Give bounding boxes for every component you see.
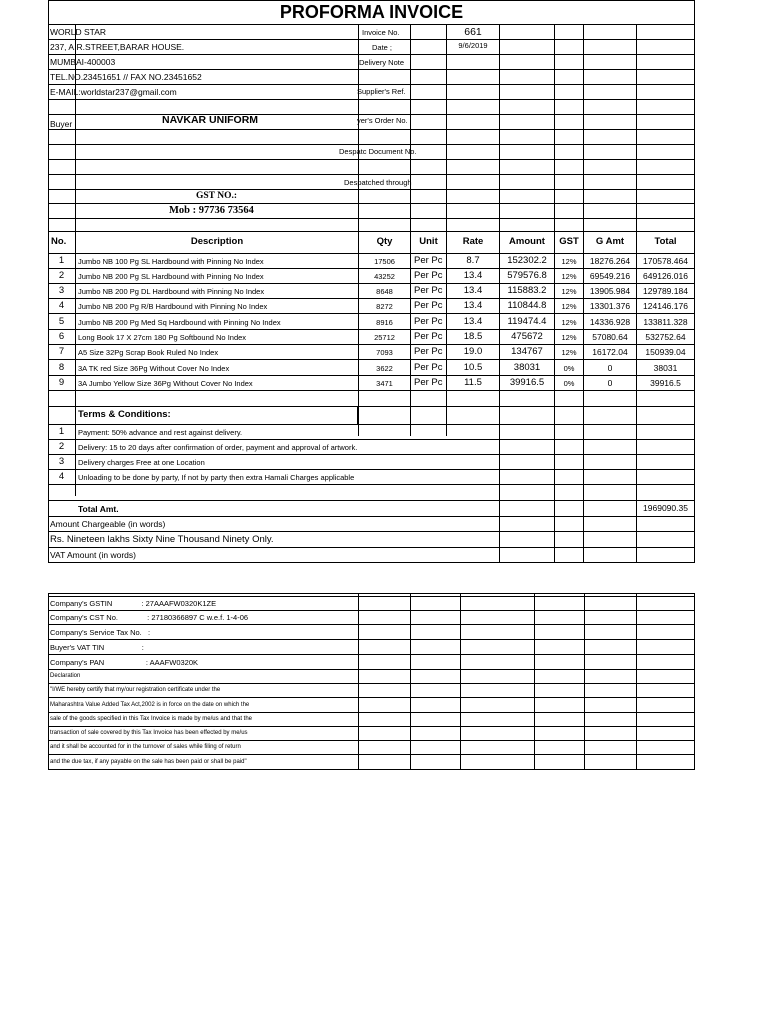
- grid-line: [48, 639, 695, 640]
- col-header-no: No.: [51, 236, 67, 247]
- grid-line: [48, 390, 695, 391]
- item-g-amt: 14336.928: [589, 317, 631, 327]
- grid-line: [48, 84, 695, 85]
- amount-chargeable-label: Amount Chargeable (in words): [50, 519, 166, 529]
- grid-line: [48, 726, 695, 727]
- company-cst: Company's CST No. : 27180366897 C w.e.f. 1-4-06: [50, 613, 249, 622]
- grid-line: [48, 344, 695, 345]
- grid-line: [48, 454, 695, 455]
- grid-line: [48, 189, 695, 190]
- despatched-through-label: Despatched through: [344, 178, 412, 187]
- item-amount: 579576.8: [507, 270, 547, 281]
- company-service-tax: Company's Service Tax No. :: [50, 628, 151, 637]
- seller-address-2: MUMBAI-400003: [50, 57, 116, 67]
- term-no: 1: [58, 426, 65, 437]
- item-description: 3A Jumbo Yellow Size 36Pg Without Cover No Index: [78, 379, 253, 388]
- item-rate: 19.0: [463, 346, 483, 357]
- grid-line: [48, 375, 695, 376]
- item-unit: Per Pc: [414, 255, 443, 266]
- buyers-order-label: yer's Order No.: [357, 116, 408, 125]
- grid-line: [48, 624, 695, 625]
- item-qty: 8272: [376, 302, 393, 311]
- col-header-rate: Rate: [462, 236, 484, 247]
- grid-line: [48, 329, 695, 330]
- item-total: 150939.04: [645, 347, 686, 357]
- item-amount: 115883.2: [507, 285, 547, 296]
- item-total: 124146.176: [643, 301, 688, 311]
- term-text: Payment: 50% advance and rest against delivery.: [78, 428, 243, 437]
- term-text: Delivery: 15 to 20 days after confirmation of order, payment and approval of artwork.: [78, 443, 358, 452]
- grid-line: [48, 562, 695, 563]
- grid-line: [48, 439, 695, 440]
- grid-line: [48, 253, 695, 254]
- invoice-no-label: Invoice No.: [362, 28, 400, 37]
- item-amount: 475672: [511, 331, 543, 342]
- company-pan: Company's PAN : AAAFW0320K: [50, 658, 199, 667]
- item-unit: Per Pc: [414, 331, 443, 342]
- item-no: 4: [58, 300, 65, 311]
- term-text: Unloading to be done by party, If not by party then extra Hamali Charges applicable: [78, 473, 355, 482]
- grid-line: [48, 359, 695, 360]
- item-no: 2: [58, 270, 65, 281]
- item-total: 532752.64: [645, 332, 686, 342]
- term-no: 4: [58, 471, 65, 482]
- item-no: 1: [58, 255, 65, 266]
- item-no: 5: [58, 316, 65, 327]
- declaration-line: sale of the goods specified in this Tax Invoice is made by me/us and that the: [50, 716, 253, 722]
- grid-line: [48, 610, 695, 611]
- suppliers-ref-label: Supplier's Ref.: [357, 87, 406, 96]
- grid-line: [48, 69, 695, 70]
- col-header-gst: GST: [559, 236, 579, 247]
- item-g-amt: 69549.216: [589, 271, 631, 281]
- item-g-amt: 13905.984: [589, 286, 631, 296]
- seller-name: WORLD STAR: [50, 27, 107, 37]
- col-header-total: Total: [654, 236, 677, 247]
- grid-line: [48, 740, 695, 741]
- item-amount: 110844.8: [507, 300, 547, 311]
- buyer-label: Buyer: [50, 119, 73, 129]
- buyer-mobile: Mob : 97736 73564: [169, 205, 254, 216]
- grid-line: [48, 593, 49, 770]
- item-unit: Per Pc: [414, 362, 443, 373]
- grid-line: [636, 593, 637, 770]
- grid-line: [460, 593, 461, 770]
- item-description: Jumbo NB 200 Pg SL Hardbound with Pinning No Index: [78, 272, 264, 281]
- item-g-amt: 57080.64: [592, 332, 628, 342]
- item-gst: 12%: [561, 333, 577, 342]
- grid-line: [48, 54, 695, 55]
- total-value: 1969090.35: [643, 503, 688, 513]
- item-unit: Per Pc: [414, 270, 443, 281]
- despatch-document-label: Despatc Document No.: [339, 147, 417, 156]
- col-header-unit: Unit: [419, 236, 438, 247]
- item-total: 133811.328: [643, 317, 688, 327]
- grid-line: [48, 469, 695, 470]
- item-total: 170578.464: [643, 256, 688, 266]
- item-gst: 12%: [561, 302, 577, 311]
- grid-line: [584, 593, 585, 770]
- grid-line: [48, 24, 695, 25]
- grid-line: [48, 697, 695, 698]
- item-g-amt: 13301.376: [589, 301, 631, 311]
- item-gst: 0%: [563, 364, 575, 373]
- item-no: 9: [58, 377, 65, 388]
- date-label: Date ;: [372, 43, 393, 52]
- item-description: Jumbo NB 200 Pg Med Sq Hardbound with Pinning No Index: [78, 318, 281, 327]
- item-qty: 3622: [376, 364, 393, 373]
- grid-line: [48, 218, 695, 219]
- item-unit: Per Pc: [414, 346, 443, 357]
- item-amount: 39916.5: [509, 377, 545, 388]
- seller-tel-fax: TEL.NO.23451651 // FAX NO.23451652: [50, 72, 202, 82]
- declaration-line: and the due tax, if any payable on the sale has been paid or shall be paid": [50, 759, 247, 765]
- item-amount: 38031: [513, 362, 541, 373]
- grid-line: [48, 313, 695, 314]
- grid-line: [48, 298, 695, 299]
- vat-amount-label: VAT Amount (in words): [50, 550, 136, 560]
- buyer-gst: GST NO.:: [196, 191, 238, 201]
- item-g-amt: 0: [607, 363, 613, 373]
- item-qty: 7093: [376, 348, 393, 357]
- terms-heading: Terms & Conditions:: [78, 409, 171, 420]
- item-amount: 119474.4: [507, 316, 547, 327]
- grid-line: [48, 754, 695, 755]
- item-total: 39916.5: [650, 378, 681, 388]
- item-g-amt: 18276.264: [589, 256, 631, 266]
- grid-line: [358, 593, 359, 770]
- item-amount: 134767: [511, 346, 543, 357]
- buyer-vat-tin: Buyer's VAT TIN :: [50, 643, 144, 652]
- seller-email: E-MAIL:worldstar237@gmail.com: [50, 87, 177, 97]
- document-title: PROFORMA INVOICE: [279, 2, 464, 22]
- declaration-line: "I/WE hereby certify that my/our registration certificate under the: [50, 687, 221, 693]
- grid-line: [48, 593, 695, 594]
- item-amount: 152302.2: [507, 255, 547, 266]
- item-gst: 12%: [561, 318, 577, 327]
- item-rate: 18.5: [463, 331, 483, 342]
- grid-line: [48, 129, 695, 130]
- declaration-line: transaction of sale covered by this Tax Invoice has been effected by me/us: [50, 730, 248, 736]
- item-description: A5 Size 32Pg Scrap Book Ruled No Index: [78, 348, 219, 357]
- item-qty: 8648: [376, 287, 393, 296]
- grid-line: [48, 654, 695, 655]
- item-rate: 13.4: [463, 270, 483, 281]
- item-g-amt: 0: [607, 378, 613, 388]
- item-qty: 25712: [374, 333, 395, 342]
- declaration-label: Declaration: [50, 673, 81, 679]
- grid-line: [48, 500, 695, 501]
- item-description: Jumbo NB 200 Pg DL Hardbound with Pinning No Index: [78, 287, 265, 296]
- item-total: 38031: [653, 363, 678, 373]
- grid-line: [48, 159, 695, 160]
- grid-line: [48, 769, 695, 770]
- grid-line: [48, 283, 695, 284]
- item-description: Jumbo NB 100 Pg SL Hardbound with Pinning No Index: [78, 257, 264, 266]
- item-no: 8: [58, 362, 65, 373]
- grid-line: [48, 99, 695, 100]
- item-rate: 13.4: [463, 300, 483, 311]
- buyer-name: NAVKAR UNIFORM: [162, 114, 259, 126]
- item-rate: 13.4: [463, 316, 483, 327]
- item-unit: Per Pc: [414, 285, 443, 296]
- grid-line: [534, 593, 535, 770]
- term-text: Delivery charges Free at one Location: [78, 458, 205, 467]
- grid-line: [48, 669, 695, 670]
- grid-line: [48, 144, 695, 145]
- item-qty: 8916: [376, 318, 393, 327]
- grid-line: [48, 174, 695, 175]
- invoice-no-value: 661: [464, 26, 482, 38]
- grid-line: [410, 593, 411, 770]
- item-qty: 43252: [374, 272, 395, 281]
- item-description: Jumbo NB 200 Pg R/B Hardbound with Pinning No Index: [78, 302, 268, 311]
- grid-line: [48, 712, 695, 713]
- item-qty: 3471: [376, 379, 393, 388]
- declaration-line: and it shall be accounted for in the turnover of sales while filing of return: [50, 744, 241, 750]
- item-g-amt: 16172.04: [592, 347, 628, 357]
- item-gst: 12%: [561, 287, 577, 296]
- item-total: 129789.184: [643, 286, 688, 296]
- company-gstin: Company's GSTIN : 27AAAFW0320K1ZE: [50, 599, 217, 608]
- grid-line: [48, 596, 695, 597]
- delivery-note-label: Delivery Note: [359, 58, 405, 67]
- grid-line: [48, 203, 695, 204]
- item-gst: 12%: [561, 257, 577, 266]
- item-rate: 10.5: [463, 362, 483, 373]
- item-rate: 8.7: [466, 255, 480, 266]
- item-description: 3A TK red Size 36Pg Without Cover No Index: [78, 364, 230, 373]
- grid-line: [48, 231, 695, 232]
- total-label: Total Amt.: [78, 504, 119, 514]
- grid-line: [48, 39, 695, 40]
- seller-address-1: 237, A.R.STREET,BARAR HOUSE.: [50, 42, 185, 52]
- col-header-amount: Amount: [509, 236, 545, 247]
- amount-in-words: Rs. Nineteen lakhs Sixty Nine Thousand Ninety Only.: [50, 534, 274, 545]
- item-no: 7: [58, 346, 65, 357]
- item-description: Long Book 17 X 27cm 180 Pg Softbound No Index: [78, 333, 247, 342]
- grid-line: [694, 593, 695, 770]
- col-header-g-amt: G Amt: [595, 236, 625, 247]
- item-total: 649126.016: [643, 271, 688, 281]
- item-unit: Per Pc: [414, 300, 443, 311]
- grid-line: [48, 516, 695, 517]
- grid-line: [48, 268, 695, 269]
- item-unit: Per Pc: [414, 377, 443, 388]
- item-gst: 0%: [563, 379, 575, 388]
- grid-line: [48, 683, 695, 684]
- item-no: 6: [58, 331, 65, 342]
- item-gst: 12%: [561, 348, 577, 357]
- item-no: 3: [58, 285, 65, 296]
- grid-line: [48, 0, 695, 1]
- declaration-line: Maharashtra Value Added Tax Act,2002 is in force on the date on which the: [50, 702, 250, 708]
- col-header-qty: Qty: [376, 236, 393, 247]
- item-rate: 11.5: [464, 377, 482, 388]
- term-no: 3: [58, 456, 65, 467]
- item-unit: Per Pc: [414, 316, 443, 327]
- item-rate: 13.4: [463, 285, 483, 296]
- item-gst: 12%: [561, 272, 577, 281]
- date-value: 9/6/2019: [458, 41, 488, 50]
- col-header-description: Description: [190, 236, 244, 247]
- item-qty: 17506: [374, 257, 395, 266]
- term-no: 2: [58, 441, 65, 452]
- grid-line: [48, 114, 695, 115]
- grid-line: [48, 484, 695, 485]
